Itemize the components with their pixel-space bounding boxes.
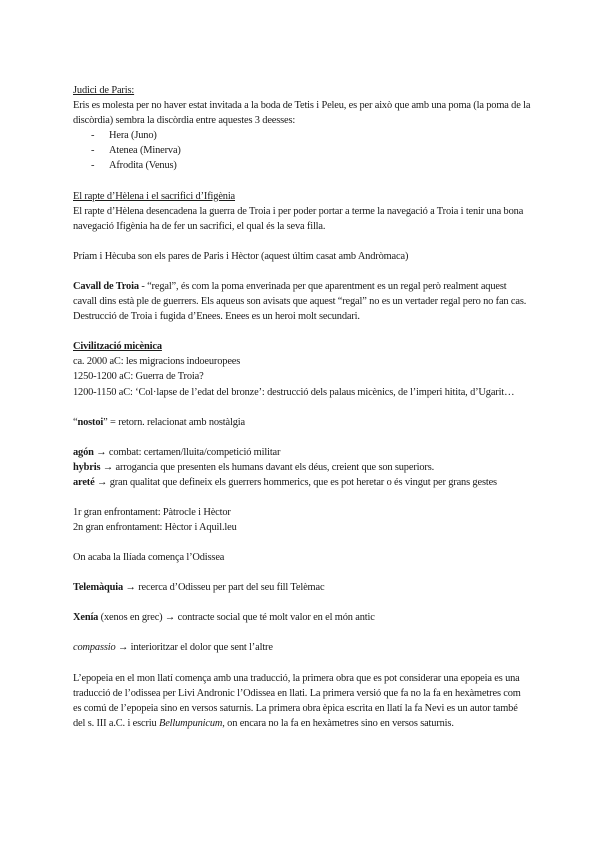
nostoi-paragraph: “nostoi” = retorn. relacionat amb nostàlgia [73, 416, 245, 428]
compassio-text: → interioritzar el dolor que sent l’altre [115, 642, 273, 654]
goddess-list [73, 128, 531, 173]
term-label: hybris [73, 461, 101, 473]
priam-text: Príam i Hècuba son els pares de Paris i Hèctor (aquest últim casat amb Andròmaca) [73, 250, 409, 262]
compassio-term: compassio [73, 642, 116, 654]
iliada-text: On acaba la Ilíada comença l’Odissea [73, 552, 225, 564]
nostoi-term: nostoi [77, 416, 104, 428]
judici-text: Eris es molesta per no haver estat invitada a la boda de Tetis i Peleu, es per això que amb una poma (la poma de la discòrdia) sembra la discòrdia entre aquestes 3 deesses: [73, 100, 531, 127]
nostoi-text: = retorn. relacionat amb nostàlgia [107, 416, 245, 428]
judici-heading: Judici de Paris: [73, 85, 135, 96]
document-page [73, 83, 531, 731]
term-text: → gran qualitat que defineix els guerrers hommerics, que es pot heretar o és vingut per grans gestes [94, 476, 497, 488]
term-agon [73, 445, 531, 460]
term-hybris [73, 460, 531, 475]
epopeia-text: L’epopeia en el mon llatí comença amb una traducció, la primera obra que es pot considerar una epopeia es una traducció de l’odissea per Livi Andronic l’Odissea en llati. La primera versió que fa no la fa en hexàmetres com es comú de l’epopeia sino en versos saturnis. La primera obra èpica escrita en llatí la fa Nevi es un autor també del s. III a.C. i escriu [73, 672, 521, 729]
term-label: areté [73, 476, 95, 488]
list-item: - Afrodita (Venus) [91, 158, 531, 173]
cavall-term: Cavall de Troia [73, 280, 139, 292]
civilitzacio-heading: Civilització micènica [73, 341, 162, 353]
term-text: → combat: certamen/lluita/competició militar [93, 446, 281, 458]
list-item: - Atenea (Minerva) [91, 143, 531, 158]
destruccio-text: Destrucció de Troia i fugida d’Enees. Enees es un heroi molt secundari. [73, 311, 360, 323]
epopeia-title: Bellumpunicum [159, 717, 223, 729]
rapte-heading: El rapte d’Hèlena i el sacrifici d’Ifigènia [73, 190, 236, 202]
term-arete [73, 475, 531, 490]
list-item: - Hera (Juno) [91, 128, 531, 143]
epopeia-paragraph [73, 671, 531, 731]
telemaquia-term: Telemàquia [73, 582, 124, 594]
cavall-paragraph [73, 279, 531, 309]
timeline-line: 1250-1200 aC: Guerra de Troia? [73, 371, 204, 383]
timeline-line: 1200-1150 aC: ‘Col·lapse de l’edat del bronze’: destrucció dels palaus micènics, de l’imperi hitita, d’Ugarit… [73, 386, 515, 398]
xenia-text: (xenos en grec) → contracte social que té molt valor en el món antic [98, 612, 375, 624]
telemaquia-text: → recerca d’Odisseu per part del seu fill Telèmac [123, 582, 325, 594]
xenia-term: Xenía [73, 612, 99, 624]
enfrontament-line: 2n gran enfrontament: Hèctor i Aquil.leu [73, 522, 237, 534]
xenia-paragraph [73, 610, 531, 625]
term-text: → arrogancia que presenten els humans davant els déus, creient que son superiors. [100, 461, 435, 473]
rapte-text: El rapte d’Hèlena desencadena la guerra de Troia i per poder portar a terme la navegació a Troia i tenir una bona navegació Ifigènia ha de fer un sacrifici, el qual és la seva filla. [73, 205, 524, 232]
compassio-paragraph [73, 640, 531, 655]
term-label: agón [73, 446, 94, 458]
cavall-text: - “regal”, és com la poma enverinada per que aparentment es un regal però realment aquest cavall dins està ple de guerrers. Els aqueus son avisats que aquest “regal” no es un vertader regal pero no fan cas. [73, 280, 527, 308]
epopeia-text-end: , on encara no la fa en hexàmetres sino en versos saturnis. [222, 717, 454, 729]
timeline-line: ca. 2000 aC: les migracions indoeuropees [73, 356, 241, 368]
telemaquia-paragraph [73, 580, 531, 595]
enfrontament-line: 1r gran enfrontament: Pàtrocle i Hèctor [73, 506, 231, 518]
